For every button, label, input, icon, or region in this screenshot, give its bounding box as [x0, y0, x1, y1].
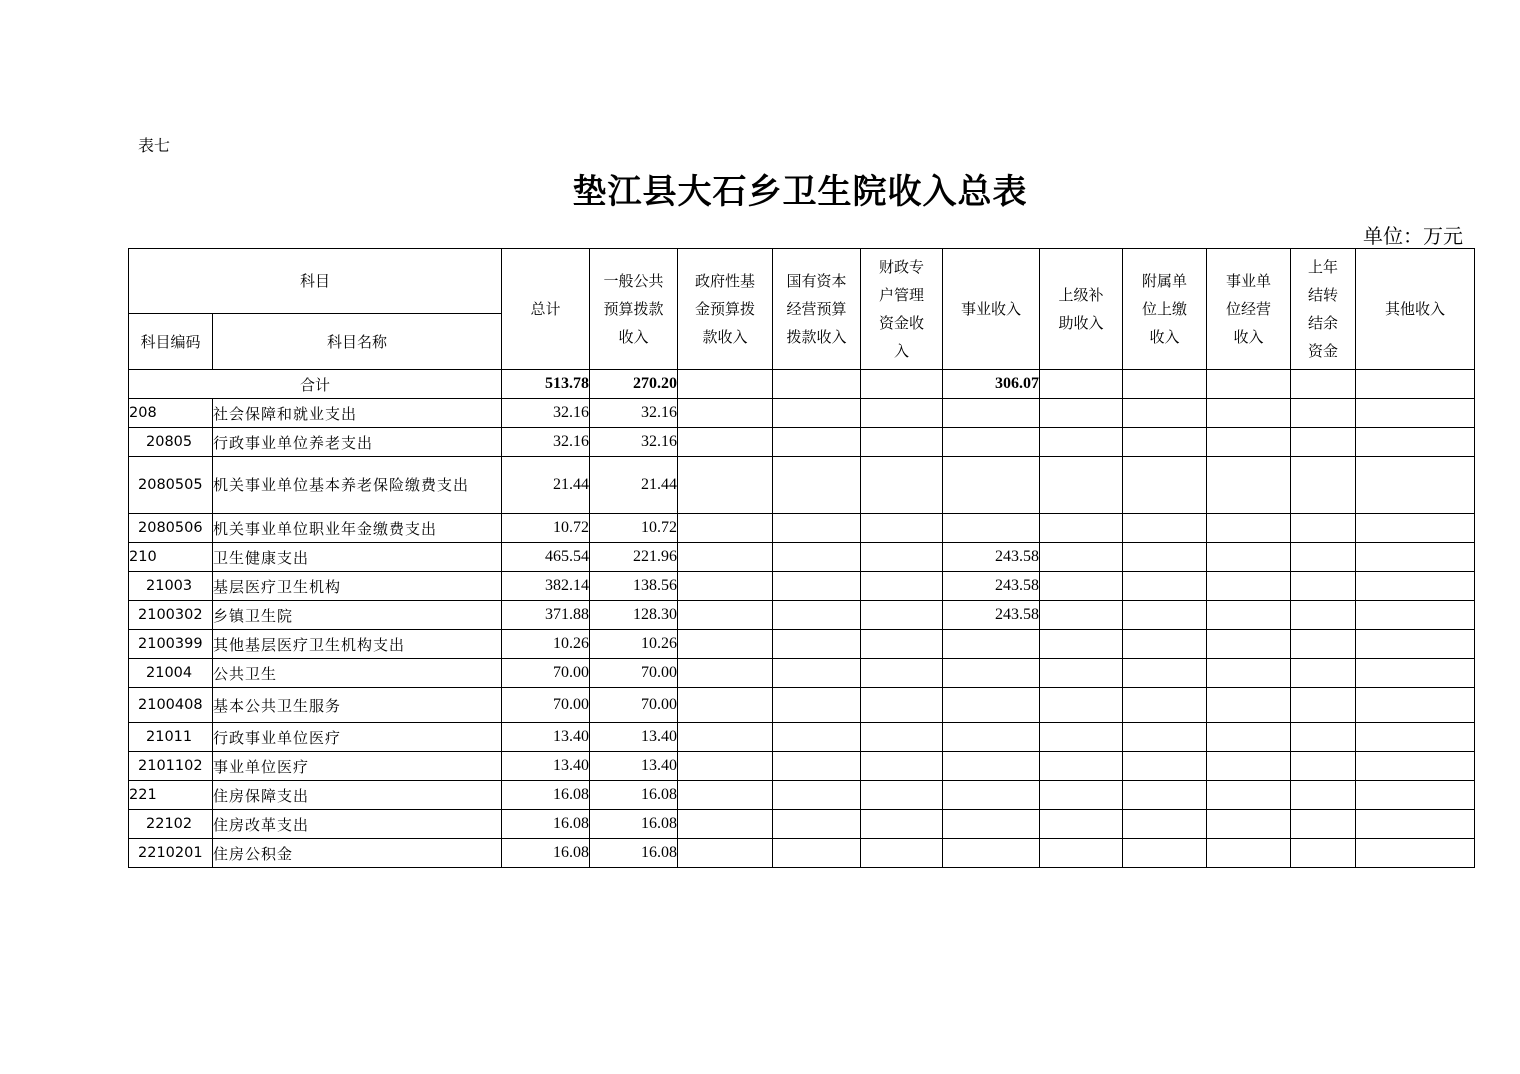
row-affiliated — [1123, 572, 1207, 601]
row-carryover — [1291, 752, 1356, 781]
row-code: 2101102 — [129, 752, 213, 781]
row-gov-fund — [678, 630, 773, 659]
row-affiliated — [1123, 781, 1207, 810]
row-superior — [1040, 514, 1123, 543]
row-superior — [1040, 723, 1123, 752]
row-affiliated — [1123, 723, 1207, 752]
row-fiscal-special — [861, 399, 943, 428]
row-total: 16.08 — [502, 781, 590, 810]
row-total: 70.00 — [502, 659, 590, 688]
row-fiscal-special — [861, 601, 943, 630]
row-operating — [1207, 752, 1291, 781]
row-superior — [1040, 781, 1123, 810]
header-affiliated: 附属单位上缴收入 — [1123, 249, 1207, 370]
row-affiliated — [1123, 752, 1207, 781]
summary-row — [129, 370, 1475, 399]
row-business — [943, 428, 1040, 457]
row-business — [943, 457, 1040, 514]
row-total: 465.54 — [502, 543, 590, 572]
row-affiliated — [1123, 839, 1207, 868]
row-code: 2080505 — [129, 457, 213, 514]
row-operating — [1207, 457, 1291, 514]
page-title: 垫江县大石乡卫生院收入总表 — [572, 172, 1028, 212]
row-superior — [1040, 659, 1123, 688]
row-state-capital — [773, 572, 861, 601]
row-other — [1356, 630, 1475, 659]
row-carryover — [1291, 723, 1356, 752]
summary-gov-fund — [678, 370, 773, 399]
row-total: 32.16 — [502, 428, 590, 457]
row-state-capital — [773, 723, 861, 752]
row-operating — [1207, 428, 1291, 457]
row-superior — [1040, 428, 1123, 457]
row-operating — [1207, 781, 1291, 810]
row-state-capital — [773, 601, 861, 630]
row-code: 2100408 — [129, 688, 213, 723]
row-superior — [1040, 752, 1123, 781]
row-business — [943, 514, 1040, 543]
row-operating — [1207, 659, 1291, 688]
row-operating — [1207, 572, 1291, 601]
row-code: 2210201 — [129, 839, 213, 868]
row-general: 70.00 — [590, 688, 678, 723]
row-general: 10.72 — [590, 514, 678, 543]
row-gov-fund — [678, 514, 773, 543]
row-fiscal-special — [861, 630, 943, 659]
row-superior — [1040, 601, 1123, 630]
row-state-capital — [773, 839, 861, 868]
header-operating: 事业单位经营收入 — [1207, 249, 1291, 370]
table-row — [129, 781, 1475, 810]
header-general: 一般公共预算拨款收入 — [590, 249, 678, 370]
row-general: 16.08 — [590, 781, 678, 810]
summary-superior — [1040, 370, 1123, 399]
summary-state-capital — [773, 370, 861, 399]
row-gov-fund — [678, 399, 773, 428]
header-gov-fund: 政府性基金预算拨款收入 — [678, 249, 773, 370]
row-affiliated — [1123, 810, 1207, 839]
header-name: 科目名称 — [213, 314, 502, 370]
row-other — [1356, 810, 1475, 839]
row-operating — [1207, 630, 1291, 659]
row-fiscal-special — [861, 543, 943, 572]
row-affiliated — [1123, 543, 1207, 572]
row-carryover — [1291, 688, 1356, 723]
summary-fiscal-special — [861, 370, 943, 399]
row-operating — [1207, 839, 1291, 868]
row-state-capital — [773, 752, 861, 781]
row-code: 22102 — [129, 810, 213, 839]
row-general: 32.16 — [590, 399, 678, 428]
table-row — [129, 514, 1475, 543]
row-name: 住房保障支出 — [213, 781, 502, 810]
table-row — [129, 839, 1475, 868]
row-carryover — [1291, 399, 1356, 428]
row-fiscal-special — [861, 659, 943, 688]
row-code: 2080506 — [129, 514, 213, 543]
row-operating — [1207, 688, 1291, 723]
row-total: 16.08 — [502, 810, 590, 839]
row-superior — [1040, 399, 1123, 428]
row-carryover — [1291, 601, 1356, 630]
unit-label: 单位：万元 — [1363, 224, 1463, 248]
row-general: 70.00 — [590, 659, 678, 688]
row-operating — [1207, 723, 1291, 752]
row-superior — [1040, 572, 1123, 601]
table-row — [129, 688, 1475, 723]
row-code: 20805 — [129, 428, 213, 457]
row-carryover — [1291, 839, 1356, 868]
row-fiscal-special — [861, 514, 943, 543]
summary-total: 513.78 — [502, 370, 590, 399]
row-name: 卫生健康支出 — [213, 543, 502, 572]
row-state-capital — [773, 514, 861, 543]
row-operating — [1207, 601, 1291, 630]
row-code: 2100302 — [129, 601, 213, 630]
row-other — [1356, 514, 1475, 543]
row-superior — [1040, 688, 1123, 723]
row-total: 10.72 — [502, 514, 590, 543]
row-business — [943, 810, 1040, 839]
row-total: 21.44 — [502, 457, 590, 514]
header-business: 事业收入 — [943, 249, 1040, 370]
row-code: 21004 — [129, 659, 213, 688]
row-state-capital — [773, 781, 861, 810]
row-other — [1356, 399, 1475, 428]
row-code: 221 — [129, 781, 213, 810]
row-gov-fund — [678, 839, 773, 868]
row-business — [943, 659, 1040, 688]
row-name: 机关事业单位基本养老保险缴费支出 — [213, 457, 502, 514]
row-total: 13.40 — [502, 723, 590, 752]
row-name: 基本公共卫生服务 — [213, 688, 502, 723]
table-row — [129, 428, 1475, 457]
row-other — [1356, 688, 1475, 723]
row-name: 行政事业单位医疗 — [213, 723, 502, 752]
table-row — [129, 572, 1475, 601]
row-superior — [1040, 630, 1123, 659]
header-other: 其他收入 — [1356, 249, 1475, 370]
table-row — [129, 457, 1475, 514]
table-label: 表七 — [138, 136, 171, 155]
row-state-capital — [773, 543, 861, 572]
row-other — [1356, 428, 1475, 457]
row-total: 371.88 — [502, 601, 590, 630]
row-code: 21011 — [129, 723, 213, 752]
row-business: 243.58 — [943, 543, 1040, 572]
header-row — [129, 249, 1475, 314]
summary-other — [1356, 370, 1475, 399]
row-general: 32.16 — [590, 428, 678, 457]
row-fiscal-special — [861, 839, 943, 868]
row-carryover — [1291, 572, 1356, 601]
row-operating — [1207, 543, 1291, 572]
summary-general: 270.20 — [590, 370, 678, 399]
row-affiliated — [1123, 514, 1207, 543]
row-fiscal-special — [861, 810, 943, 839]
row-superior — [1040, 457, 1123, 514]
table-row — [129, 723, 1475, 752]
row-business — [943, 723, 1040, 752]
row-gov-fund — [678, 543, 773, 572]
row-gov-fund — [678, 659, 773, 688]
row-total: 70.00 — [502, 688, 590, 723]
row-name: 机关事业单位职业年金缴费支出 — [213, 514, 502, 543]
row-gov-fund — [678, 723, 773, 752]
row-other — [1356, 543, 1475, 572]
row-gov-fund — [678, 810, 773, 839]
row-superior — [1040, 543, 1123, 572]
row-other — [1356, 572, 1475, 601]
row-state-capital — [773, 428, 861, 457]
row-total: 13.40 — [502, 752, 590, 781]
row-name: 公共卫生 — [213, 659, 502, 688]
row-name: 事业单位医疗 — [213, 752, 502, 781]
row-general: 138.56 — [590, 572, 678, 601]
row-operating — [1207, 514, 1291, 543]
row-carryover — [1291, 630, 1356, 659]
row-fiscal-special — [861, 752, 943, 781]
row-carryover — [1291, 781, 1356, 810]
row-general: 13.40 — [590, 723, 678, 752]
row-state-capital — [773, 659, 861, 688]
row-business: 243.58 — [943, 601, 1040, 630]
row-general: 13.40 — [590, 752, 678, 781]
summary-carryover — [1291, 370, 1356, 399]
row-total: 32.16 — [502, 399, 590, 428]
header-code: 科目编码 — [129, 314, 213, 370]
row-name: 住房改革支出 — [213, 810, 502, 839]
header-superior: 上级补助收入 — [1040, 249, 1123, 370]
table-row — [129, 399, 1475, 428]
row-gov-fund — [678, 572, 773, 601]
row-superior — [1040, 839, 1123, 868]
row-general: 16.08 — [590, 810, 678, 839]
row-gov-fund — [678, 752, 773, 781]
row-name: 乡镇卫生院 — [213, 601, 502, 630]
row-other — [1356, 723, 1475, 752]
row-superior — [1040, 810, 1123, 839]
header-carryover: 上年结转结余资金 — [1291, 249, 1356, 370]
row-other — [1356, 457, 1475, 514]
row-state-capital — [773, 630, 861, 659]
table-row — [129, 810, 1475, 839]
row-affiliated — [1123, 601, 1207, 630]
row-affiliated — [1123, 688, 1207, 723]
row-other — [1356, 752, 1475, 781]
summary-operating — [1207, 370, 1291, 399]
row-fiscal-special — [861, 781, 943, 810]
row-fiscal-special — [861, 428, 943, 457]
row-code: 2100399 — [129, 630, 213, 659]
row-gov-fund — [678, 601, 773, 630]
row-operating — [1207, 399, 1291, 428]
row-business — [943, 781, 1040, 810]
row-fiscal-special — [861, 723, 943, 752]
row-gov-fund — [678, 457, 773, 514]
row-affiliated — [1123, 399, 1207, 428]
row-state-capital — [773, 399, 861, 428]
row-total: 16.08 — [502, 839, 590, 868]
row-general: 21.44 — [590, 457, 678, 514]
table-row — [129, 630, 1475, 659]
row-gov-fund — [678, 428, 773, 457]
row-gov-fund — [678, 688, 773, 723]
row-business — [943, 839, 1040, 868]
row-other — [1356, 659, 1475, 688]
summary-business: 306.07 — [943, 370, 1040, 399]
row-code: 210 — [129, 543, 213, 572]
row-name: 基层医疗卫生机构 — [213, 572, 502, 601]
row-business — [943, 688, 1040, 723]
row-other — [1356, 781, 1475, 810]
header-fiscal-special: 财政专户管理资金收入 — [861, 249, 943, 370]
row-general: 10.26 — [590, 630, 678, 659]
table-row — [129, 659, 1475, 688]
row-other — [1356, 839, 1475, 868]
row-fiscal-special — [861, 572, 943, 601]
row-code: 21003 — [129, 572, 213, 601]
row-business: 243.58 — [943, 572, 1040, 601]
table-row — [129, 601, 1475, 630]
header-state-capital: 国有资本经营预算拨款收入 — [773, 249, 861, 370]
row-fiscal-special — [861, 457, 943, 514]
row-business — [943, 399, 1040, 428]
row-carryover — [1291, 810, 1356, 839]
row-affiliated — [1123, 659, 1207, 688]
row-carryover — [1291, 457, 1356, 514]
row-business — [943, 630, 1040, 659]
table-row — [129, 543, 1475, 572]
table-row — [129, 752, 1475, 781]
summary-affiliated — [1123, 370, 1207, 399]
row-other — [1356, 601, 1475, 630]
row-state-capital — [773, 810, 861, 839]
row-operating — [1207, 810, 1291, 839]
row-general: 221.96 — [590, 543, 678, 572]
row-affiliated — [1123, 428, 1207, 457]
row-name: 住房公积金 — [213, 839, 502, 868]
row-affiliated — [1123, 630, 1207, 659]
row-fiscal-special — [861, 688, 943, 723]
row-state-capital — [773, 457, 861, 514]
summary-label: 合计 — [129, 370, 502, 399]
row-name: 其他基层医疗卫生机构支出 — [213, 630, 502, 659]
row-name: 社会保障和就业支出 — [213, 399, 502, 428]
row-carryover — [1291, 543, 1356, 572]
row-total: 382.14 — [502, 572, 590, 601]
income-table — [128, 248, 1475, 868]
row-carryover — [1291, 659, 1356, 688]
row-code: 208 — [129, 399, 213, 428]
header-total: 总计 — [502, 249, 590, 370]
row-gov-fund — [678, 781, 773, 810]
row-carryover — [1291, 428, 1356, 457]
header-subject: 科目 — [129, 249, 502, 314]
row-business — [943, 752, 1040, 781]
row-name: 行政事业单位养老支出 — [213, 428, 502, 457]
row-affiliated — [1123, 457, 1207, 514]
row-state-capital — [773, 688, 861, 723]
row-general: 128.30 — [590, 601, 678, 630]
row-total: 10.26 — [502, 630, 590, 659]
row-general: 16.08 — [590, 839, 678, 868]
row-carryover — [1291, 514, 1356, 543]
